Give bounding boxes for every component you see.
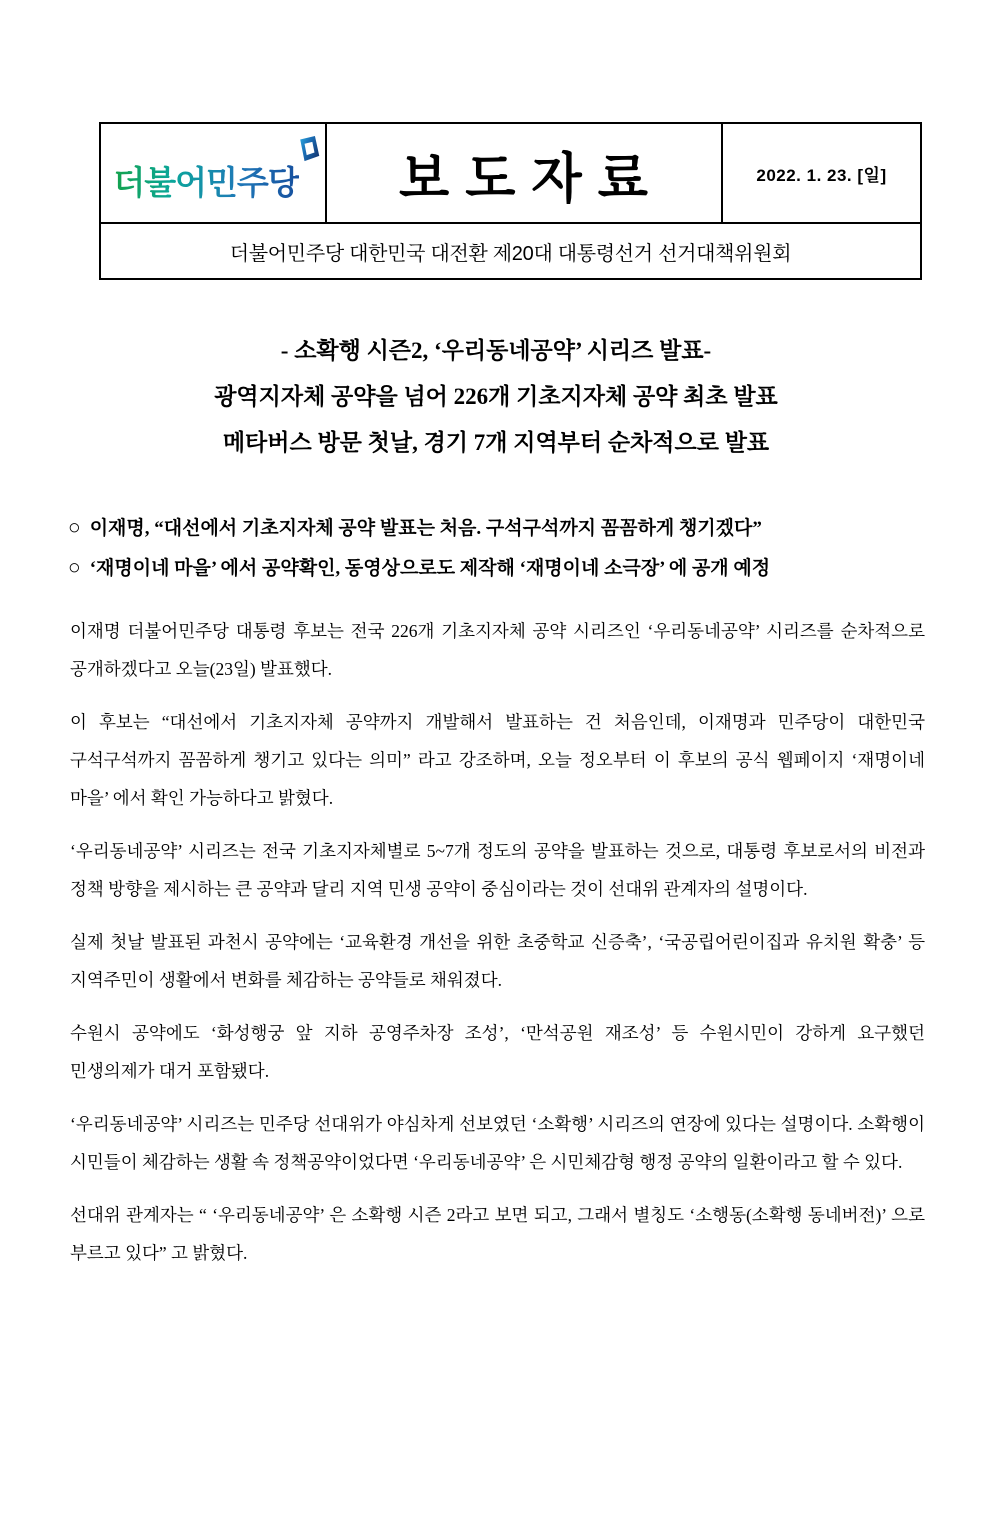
party-logo-text: 더불어민주당 — [113, 163, 299, 201]
headline-block — [0, 328, 992, 466]
doc-type-title: 보도자료 — [326, 121, 722, 225]
circle-bullet-icon: ○ — [68, 515, 81, 539]
body-copy — [70, 612, 925, 1272]
header-table — [99, 122, 922, 280]
body-paragraph: 선대위 관계자는 “ ‘우리동네공약’ 은 소확행 시즌 2라고 보면 되고, 그래서 별칭도 ‘소행동(소확행 동네버전)’ 으로 부르고 있다” 고 밝혔다. — [70, 1205, 925, 1263]
headline-line-1: - 소확행 시즌2, ‘우리동네공약’ 시리즈 발표- — [280, 338, 712, 363]
body-paragraph: 이 후보는 “대선에서 기초지자체 공약까지 개발해서 발표하는 건 처음인데, 이재명과 민주당이 대한민국 구석구석까지 꼼꼼하게 챙기고 있다는 의미” 라고 강조하며, 오늘 정오부터 이 후보의 공식 웹페이지 ‘재명이네 마을’ 에서 확인 가능하다고 밝혔다. — [70, 712, 925, 808]
press-release-page — [0, 122, 992, 1525]
body-paragraph: 수원시 공약에도 ‘화성행궁 앞 지하 공영주차장 조성’, ‘만석공원 재조성’ 등 수원시민이 강하게 요구했던 민생의제가 대거 포함됐다. — [70, 1023, 925, 1081]
highlight-text: 이재명, “대선에서 기초지자체 공약 발표는 처음. 구석구석까지 꼼꼼하게 챙기겠다” — [89, 518, 762, 539]
body-paragraph: ‘우리동네공약’ 시리즈는 민주당 선대위가 야심차게 선보였던 ‘소확행’ 시리즈의 연장에 있다는 설명이다. 소확행이 시민들이 체감하는 생활 속 정책공약이었다면 ‘우리동네공약’ 은 시민체감형 행정 공약의 일환이라고 할 수 있다. — [70, 1114, 925, 1172]
highlight-item — [68, 548, 928, 588]
circle-bullet-icon: ○ — [68, 555, 81, 579]
headline-line-3: 메타버스 방문 첫날, 경기 7개 지역부터 순차적으로 발표 — [222, 430, 770, 455]
body-paragraph: 이재명 더불어민주당 대통령 후보는 전국 226개 기초지자체 공약 시리즈인 ‘우리동네공약’ 시리즈를 순차적으로 공개하겠다고 오늘(23일) 발표했다. — [70, 621, 925, 679]
highlight-text: ‘재명이네 마을’ 에서 공약확인, 동영상으로도 제작해 ‘재명이네 소극장’ 에 공개 예정 — [89, 558, 771, 579]
highlight-item — [68, 508, 928, 548]
committee-line: 더불어민주당 대한민국 대전환 제20대 대통령선거 선거대책위원회 — [100, 223, 921, 279]
release-date: 2022. 1. 23. [일] — [722, 123, 921, 223]
body-paragraph: 실제 첫날 발표된 과천시 공약에는 ‘교육환경 개선을 위한 초중학교 신증축’, ‘국공립어린이집과 유치원 확충’ 등 지역주민이 생활에서 변화를 체감하는 공약들로 채워졌다. — [70, 932, 925, 990]
logo-cell — [100, 123, 326, 223]
body-paragraph: ‘우리동네공약’ 시리즈는 전국 기초지자체별로 5~7개 정도의 공약을 발표하는 것으로, 대통령 후보로서의 비전과 정책 방향을 제시하는 큰 공약과 달리 지역 민생 공약이 중심이라는 것이 선대위 관계자의 설명이다. — [70, 841, 925, 899]
party-symbol-icon — [295, 135, 321, 163]
highlight-block — [68, 508, 928, 588]
headline-line-2: 광역지자체 공약을 넘어 226개 기초지자체 공약 최초 발표 — [214, 384, 778, 409]
party-logo — [113, 143, 312, 204]
